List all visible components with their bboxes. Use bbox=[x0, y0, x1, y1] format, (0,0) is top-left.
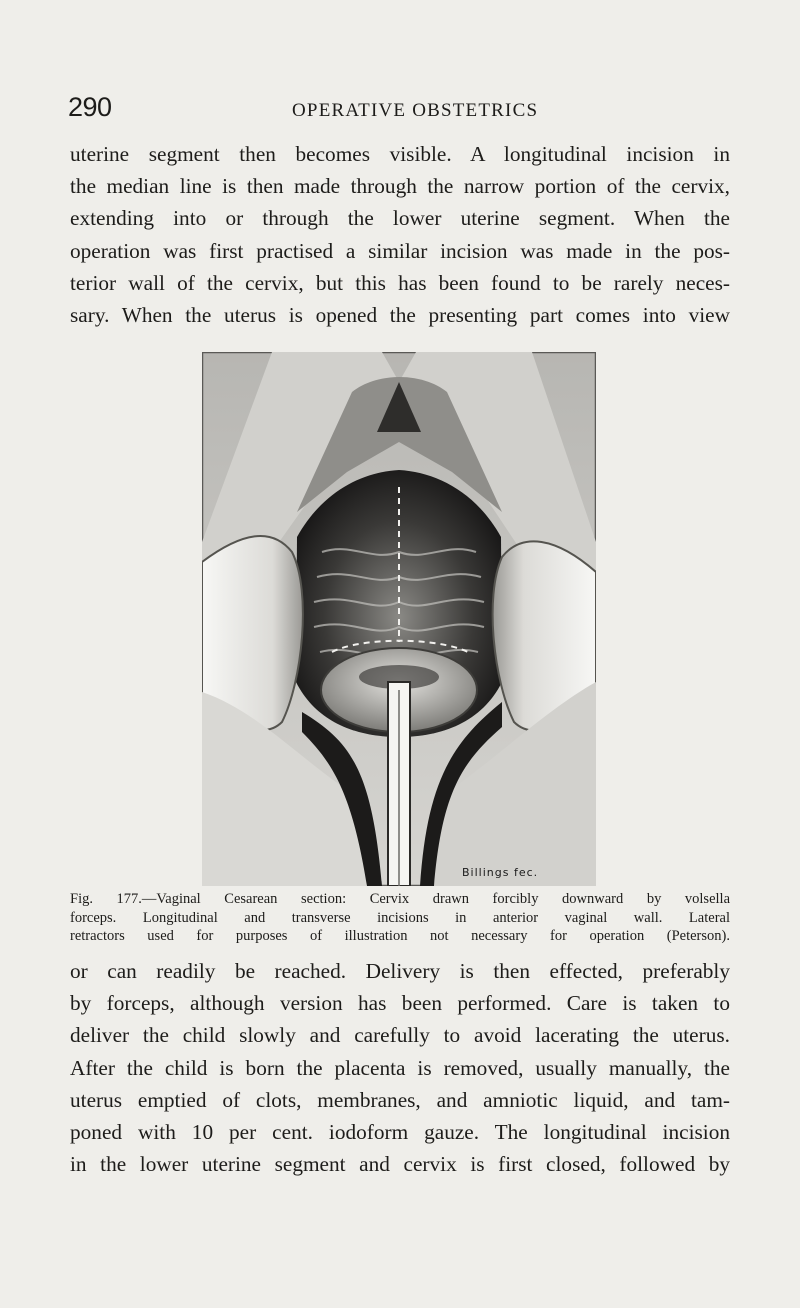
paragraph-top bbox=[70, 138, 730, 331]
caption-line: retractors used for purposes of illustration not necessary for operation (Peterson). bbox=[70, 928, 730, 945]
text-line: extending into or through the lower uterine segment. When the bbox=[70, 206, 730, 231]
text-line: After the child is born the placenta is removed, usually manually, the bbox=[70, 1055, 730, 1080]
page-number: 290 bbox=[68, 92, 112, 122]
illustrator-signature: Billings fec. bbox=[462, 866, 539, 879]
figure-illustration bbox=[202, 352, 596, 886]
text-line: the median line is then made through the narrow portion of the cervix, bbox=[70, 174, 730, 199]
running-title: OPERATIVE OBSTETRICS bbox=[292, 100, 539, 121]
anatomical-illustration bbox=[202, 352, 596, 886]
text-line: terior wall of the cervix, but this has been found to be rarely neces- bbox=[70, 270, 730, 295]
text-line: or can readily be reached. Delivery is then effected, preferably bbox=[70, 959, 730, 983]
caption-line: forceps. Longitudinal and transverse incisions in anterior vaginal wall. Lateral bbox=[70, 909, 730, 926]
text-line: in the lower uterine segment and cervix is first closed, followed by bbox=[70, 1152, 730, 1177]
figure-caption bbox=[70, 890, 730, 946]
caption-line: Fig. 177.—Vaginal Cesarean section: Cervix drawn forcibly downward by volsella bbox=[70, 891, 730, 907]
paragraph-bottom bbox=[70, 955, 730, 1180]
text-line: uterus emptied of clots, membranes, and amniotic liquid, and tam- bbox=[70, 1087, 730, 1112]
text-line: operation was first practised a similar incision was made in the pos- bbox=[70, 238, 730, 263]
text-line: sary. When the uterus is opened the presenting part comes into view bbox=[70, 303, 730, 328]
text-line: poned with 10 per cent. iodoform gauze. The longitudinal incision bbox=[70, 1120, 730, 1145]
text-line: uterine segment then becomes visible. A longitudinal incision in bbox=[70, 142, 730, 166]
text-line: by forceps, although version has been performed. Care is taken to bbox=[70, 991, 730, 1016]
text-line: deliver the child slowly and carefully to avoid lacerating the uterus. bbox=[70, 1023, 730, 1048]
